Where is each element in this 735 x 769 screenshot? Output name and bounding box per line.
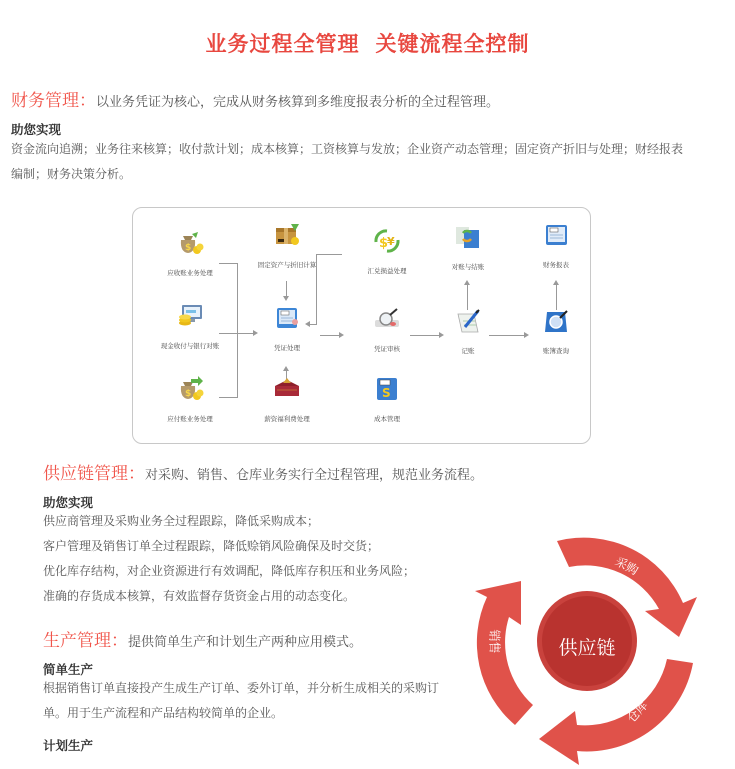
title-part-1: 业务过程全管理 [205,32,360,56]
node-label: 账簿查询 [543,347,569,355]
cycle-segment-purchase: 采购 [612,554,641,578]
node-cash [145,303,235,350]
pen-ledger-icon [454,308,482,334]
finance-flow-diagram [132,207,591,444]
node-exchange [342,228,432,275]
node-label: 应付账业务处理 [167,415,213,423]
computer-coins-icon [176,303,204,329]
node-reconcile [423,224,513,271]
node-posting [423,308,513,355]
cost-book-icon [373,376,401,402]
wallet-icon [273,376,301,402]
finance-label: 财务管理： [11,91,96,111]
supply-chain-cycle-diagram [465,525,705,765]
node-reports [511,222,601,269]
node-label: 对账与结账 [451,263,485,271]
finance-features [11,137,726,187]
supply-chain-description: 对采购、销售、仓库业务实行全过程管理，规范业务流程。 [145,468,484,483]
voucher-icon [273,305,301,331]
svg-text:$: $ [185,243,192,253]
reconcile-icon [454,224,482,250]
page-title [0,28,735,58]
ledger-search-icon [542,308,570,334]
currency-exchange-icon [373,228,401,254]
money-bag-icon [176,230,204,256]
node-label: 凭证处理 [274,344,300,352]
simple-production-line-2: 单。用于生产流程和产品结构较简单的企业。 [43,706,284,720]
arrow-down-icon [283,296,289,301]
simple-production-line-1: 根据销售订单直接投产生成生产订单、委外订单，并分析生成相关的采购订 [43,681,440,695]
node-voucher-audit [342,306,432,353]
report-icon [542,222,570,248]
finance-subheading: 助您实现 [11,122,62,137]
finance-description: 以业务凭证为核心，完成从财务核算到多维度报表分析的全过程管理。 [96,95,500,110]
svg-text:$: $ [185,389,192,399]
feature-item: 优化库存结构，对企业资源进行有效调配，降低库存积压和业务风险； [43,564,416,578]
node-label: 应收账业务处理 [167,269,213,277]
production-label: 生产管理： [43,631,128,651]
cycle-segment-warehouse: 仓库 [624,698,651,726]
supply-chain-features [43,509,415,609]
node-voucher [242,305,332,352]
node-label: 凭证审核 [374,345,400,353]
title-part-2: 关键流程全控制 [375,32,530,56]
node-label: 薪资福利费处理 [264,415,310,423]
production-description: 提供简单生产和计划生产两种应用模式。 [128,635,363,650]
svg-text:$: $ [379,236,389,251]
arrow-up-icon [464,280,470,285]
finance-features-line-2: 编制；财务决策分析。 [11,167,132,181]
arrow-up-icon [283,366,289,371]
supply-chain-label: 供应链管理： [43,464,145,484]
node-payroll [242,376,332,423]
node-ledger-query [511,308,601,355]
svg-text:S: S [382,386,391,400]
feature-item: 客户管理及销售订单全过程跟踪，降低赊销风险确保及时交货； [43,539,380,553]
node-receivable [145,230,235,277]
arrow-left-icon [305,321,310,327]
node-cost [342,376,432,423]
cycle-segment-sales: 销售 [487,629,502,654]
planned-production-heading: 计划生产 [43,738,94,753]
node-label: 现金收付与银行对账 [160,342,220,350]
svg-text:¥: ¥ [387,235,395,248]
node-label: 财务报表 [543,261,569,269]
feature-item: 准确的存货成本核算，有效监督存货资金占用的动态变化。 [43,589,356,603]
finance-heading [11,86,499,111]
node-fixed-assets [242,222,332,269]
node-label: 固定资产与折旧计算 [257,261,317,269]
node-label: 记账 [461,347,475,355]
supply-chain-subheading: 助您实现 [43,495,94,510]
money-bag-arrow-icon [176,376,204,402]
finance-features-line-1: 资金流向追溯；业务往来核算；收付款计划；成本核算；工资核算与发放；企业资产动态管理；固定资产折旧与处理；财经报表 [11,142,684,156]
node-label: 成本管理 [374,415,400,423]
node-label: 汇兑损益处理 [367,267,407,275]
magnifier-icon [373,306,401,332]
feature-item: 供应商管理及采购业务全过程跟踪，降低采购成本； [43,514,320,528]
arrow-up-icon [553,280,559,285]
supply-chain-heading [43,459,483,484]
cycle-center-label: 供应链 [558,637,616,659]
production-heading [43,626,362,651]
box-icon [273,222,301,248]
simple-production-heading: 简单生产 [43,662,94,677]
node-payable [145,376,235,423]
simple-production-text [43,676,439,726]
